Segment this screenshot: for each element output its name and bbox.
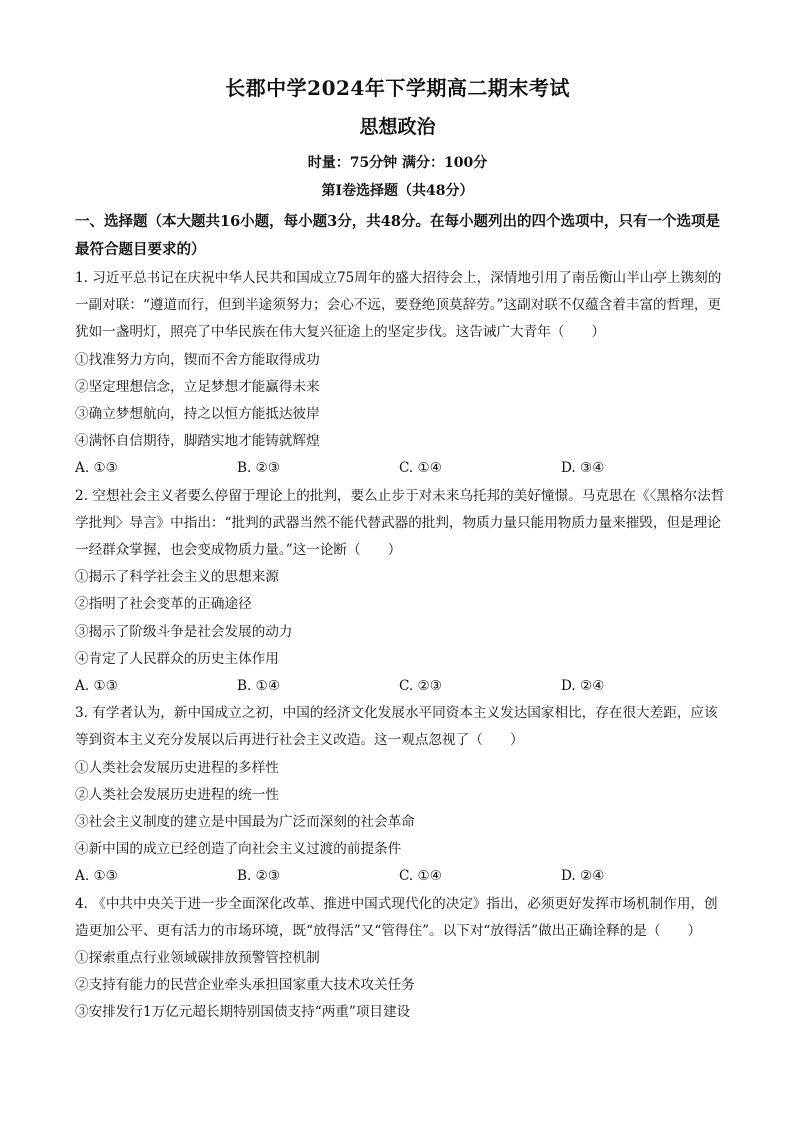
choice-b: B. ①④: [237, 678, 281, 695]
statement-option: ③确立梦想航向，持之以恒方能抵达彼岸: [75, 406, 320, 423]
question-2: [75, 483, 725, 701]
choice-a: A. ①③: [75, 678, 118, 695]
choice-a: A. ①③: [75, 460, 118, 477]
statement-option: ①人类社会发展历史进程的多样性: [75, 759, 279, 776]
answer-choices: [75, 455, 725, 482]
statement-option: ①揭示了科学社会主义的思想来源: [75, 569, 279, 586]
choice-d: D. ②④: [561, 678, 605, 695]
section-heading: 一、选择题（本大题共16小题，每小题3分，共48分。在每小题列出的四个选项中，只有一个选项是最符合题目要求的）: [75, 213, 720, 258]
answer-choices: [75, 673, 725, 700]
statement-option: ③安排发行1万亿元超长期特别国债支持“两重”项目建设: [75, 1004, 411, 1021]
choice-c: C. ②③: [399, 678, 442, 695]
choice-c: C. ①④: [399, 460, 442, 477]
exam-meta: 时量：75分钟 满分：100分: [307, 155, 488, 171]
question-list: [75, 265, 725, 1027]
question-stem: 4. 《中共中央关于进一步全面深化改革、推进中国式现代化的决定》指出，必须更好发挥市场机制作用，创造更加公平、更有活力的市场环境，既“放得活”又“管得住”。以下对“放得活”做出正确诠释的是（ ）: [75, 895, 718, 939]
question-stem: 1. 习近平总书记在庆祝中华人民共和国成立75周年的盛大招待会上，深情地引用了南岳衡山半山亭上镌刻的一副对联：“遵道而行，但到半途须努力；会心不远，要登绝顶莫辞劳。”这副对联不仅蕴含着丰富的哲理，更犹如一盏明灯，照亮了中华民族在伟大复兴征途上的坚定步伐。这告诫广大青年（ ）: [75, 270, 722, 341]
statement-option: ②指明了社会变革的正确途径: [75, 596, 252, 613]
choice-c: C. ①④: [399, 868, 442, 885]
question-3: [75, 700, 725, 890]
statement-option: ④新中国的成立已经创造了向社会主义过渡的前提条件: [75, 841, 402, 858]
choice-a: A. ①③: [75, 868, 118, 885]
statement-option: ①探索重点行业领域碳排放预警管控机制: [75, 950, 320, 967]
statement-option: ③揭示了阶级斗争是社会发展的动力: [75, 623, 293, 640]
statement-option: ④满怀自信期待，脚踏实地才能铸就辉煌: [75, 433, 320, 450]
question-1: [75, 265, 725, 483]
subject-title: 思想政治: [359, 116, 436, 138]
question-4: [75, 891, 725, 1027]
answer-choices: [75, 863, 725, 890]
choice-d: D. ②④: [561, 868, 605, 885]
statement-option: ③社会主义制度的建立是中国最为广泛而深刻的社会革命: [75, 814, 415, 831]
choice-b: B. ②③: [237, 868, 281, 885]
choice-b: B. ②③: [237, 460, 281, 477]
statement-option: ④肯定了人民群众的历史主体作用: [75, 650, 279, 667]
part-heading: 第Ⅰ卷选择题（共48分）: [321, 183, 474, 199]
statement-option: ②人类社会发展历史进程的统一性: [75, 786, 279, 803]
statement-option: ②支持有能力的民营企业牵头承担国家重大技术攻关任务: [75, 977, 415, 994]
question-stem: 3. 有学者认为，新中国成立之初，中国的经济文化发展水平同资本主义发达国家相比，存在很大差距，应该等到资本主义充分发展以后再进行社会主义改造。这一观点忽视了（ ）: [75, 705, 718, 749]
exam-title: 长郡中学2024年下学期高二期末考试: [225, 76, 570, 100]
choice-d: D. ③④: [561, 460, 605, 477]
question-stem: 2. 空想社会主义者要么停留于理论上的批判，要么止步于对未来乌托邦的美好憧憬。马克思在《〈黑格尔法哲学批判〉导言》中指出：“批判的武器当然不能代替武器的批判，物质力量只能用物质力量来摧毁，但是理论一经群众掌握，也会变成物质力量。”这一论断（ ）: [75, 487, 725, 559]
statement-option: ②坚定理想信念，立足梦想才能赢得未来: [75, 378, 320, 395]
statement-option: ①找准努力方向，锲而不舍方能取得成功: [75, 351, 320, 368]
